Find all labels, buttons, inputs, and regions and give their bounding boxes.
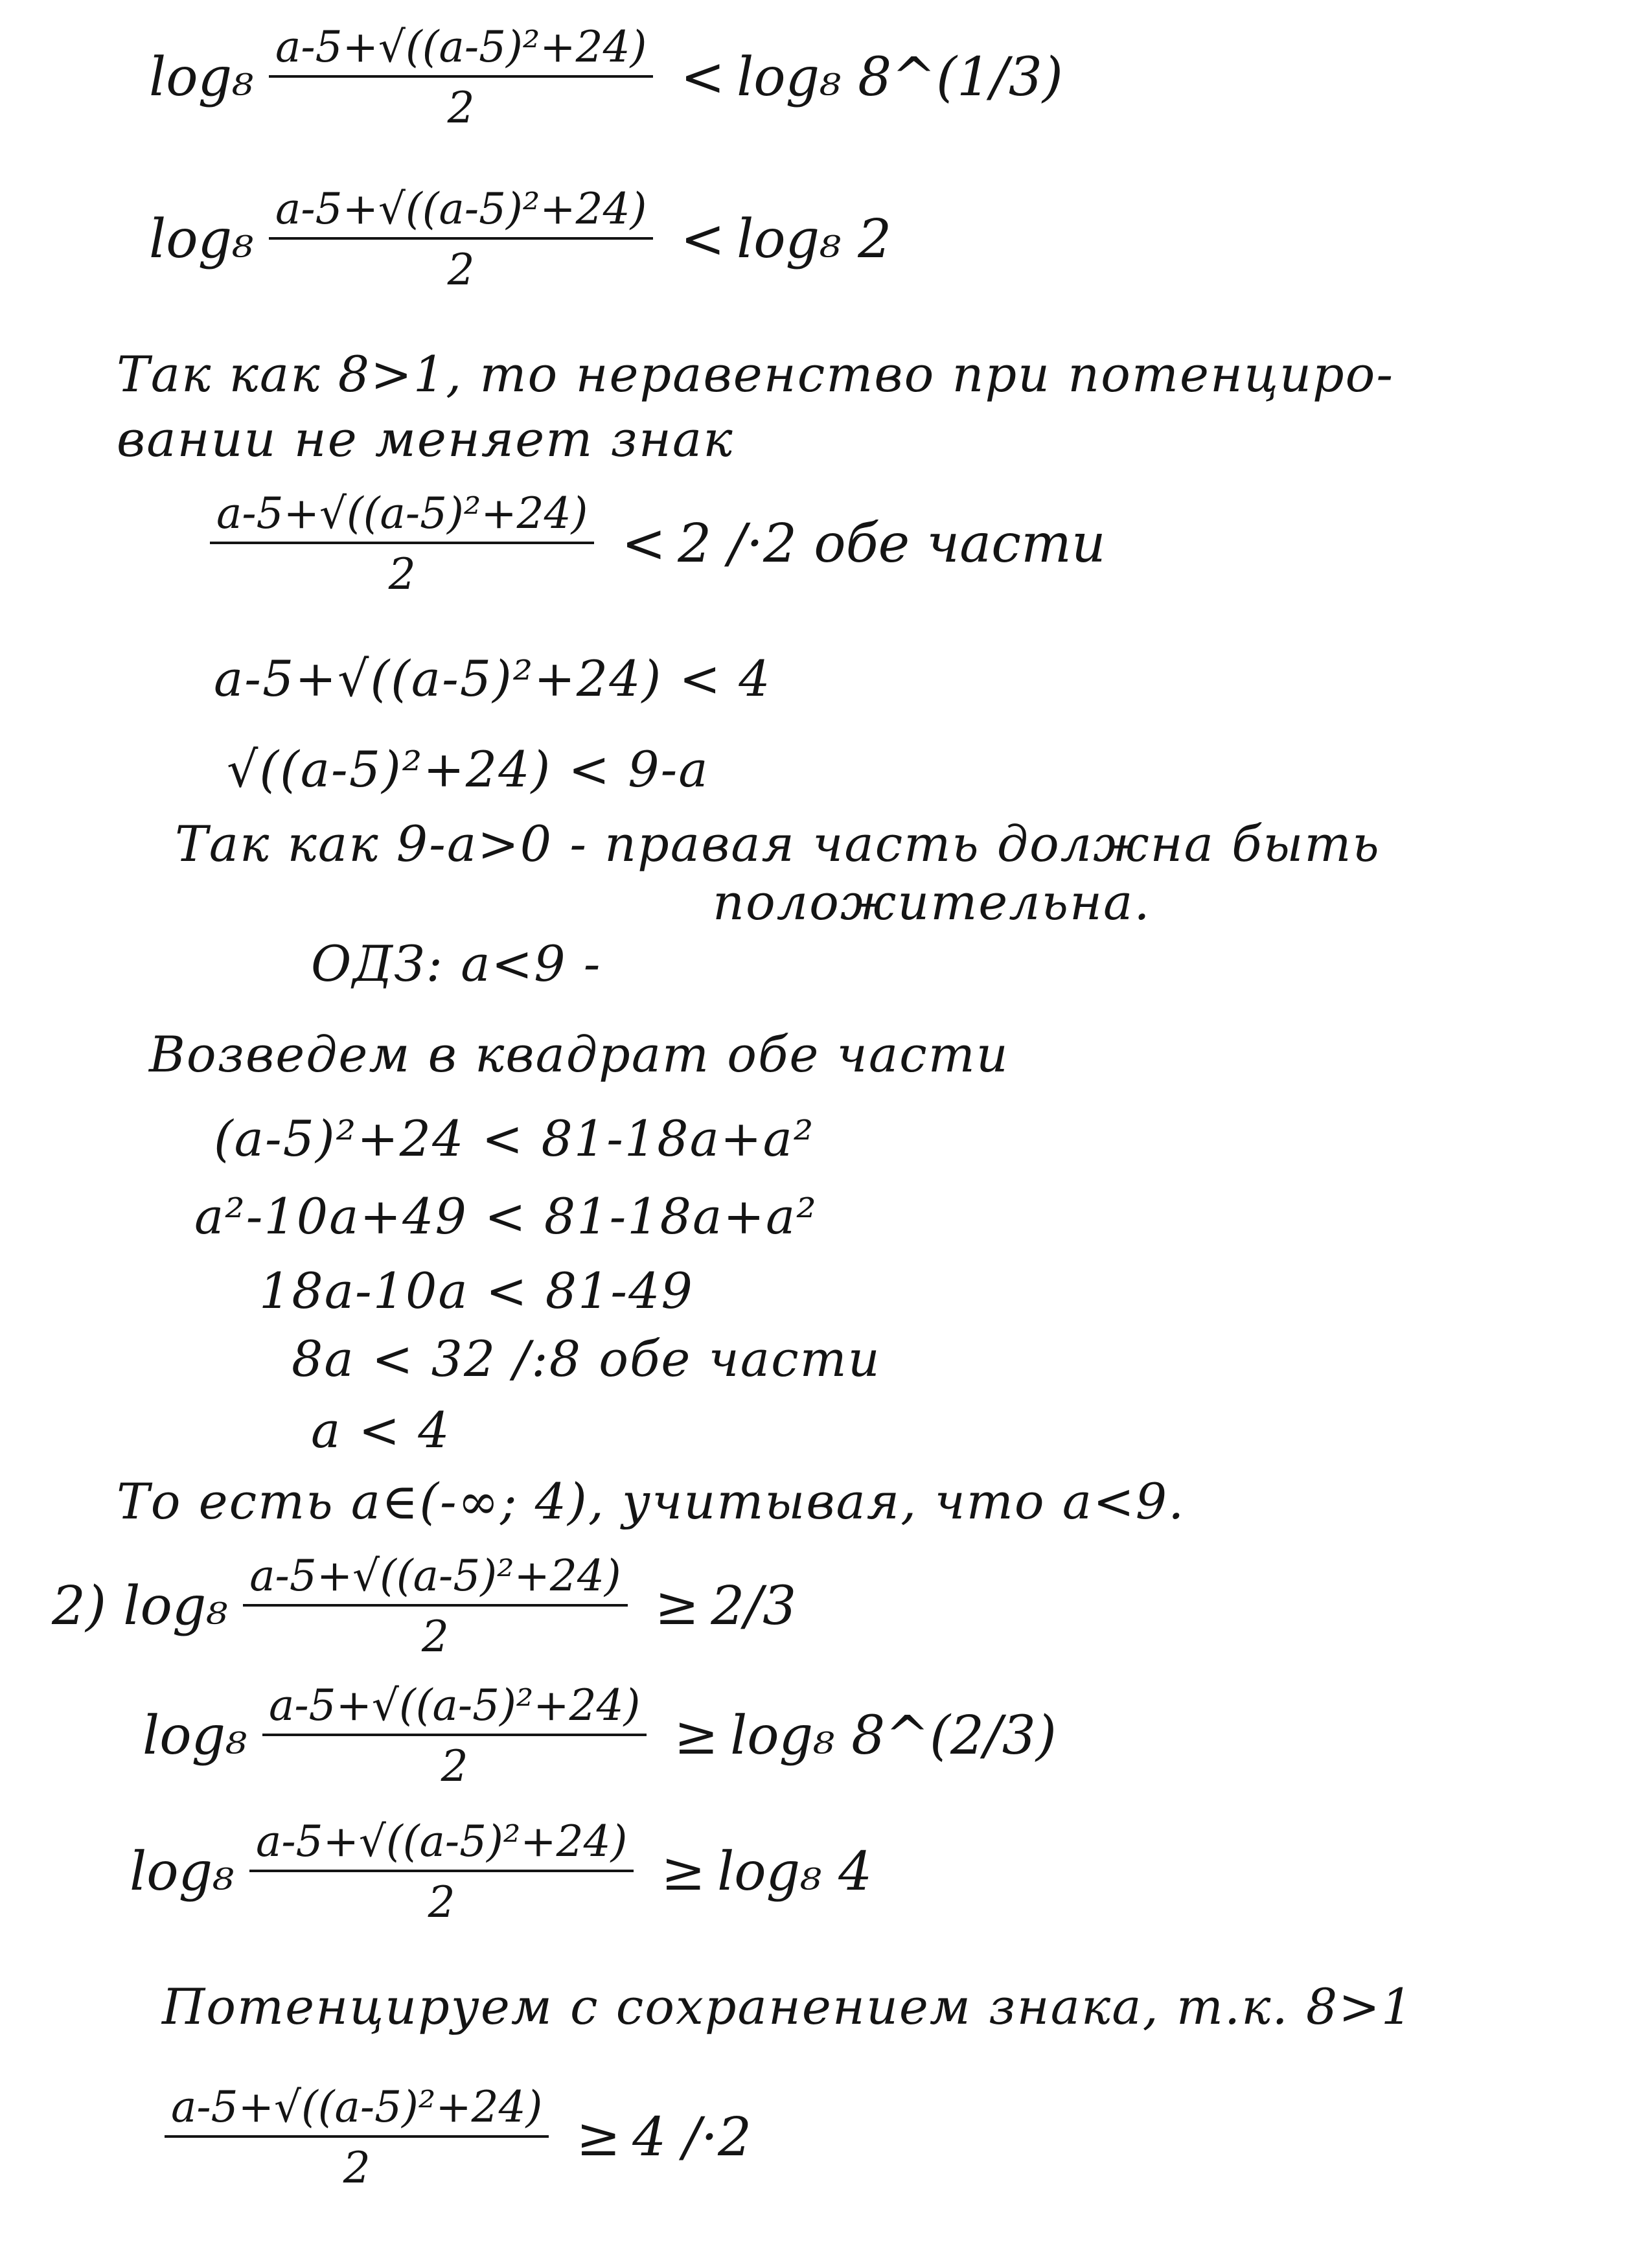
denominator: 2 <box>447 245 475 295</box>
fraction <box>269 22 653 133</box>
numerator: a-5+√((a-5)²+24) <box>249 1551 621 1601</box>
text-line-10: ОДЗ: a<9 - <box>311 935 602 992</box>
denominator: 2 <box>447 83 475 133</box>
operator: ≥ <box>674 1705 719 1767</box>
fraction <box>210 488 594 599</box>
log-base-8: log₈ <box>149 209 253 270</box>
text-line-4: вании не меняет знак <box>117 410 734 468</box>
inequality-line-1 <box>149 22 1063 133</box>
numerator: a-5+√((a-5)²+24) <box>268 1680 641 1730</box>
denominator: 2 <box>421 1612 449 1662</box>
operator: < <box>680 47 726 108</box>
fraction <box>262 1680 647 1791</box>
log-base-8: 2) log₈ <box>52 1575 228 1637</box>
text-line-21: Потенцируем с сохранением знака, т.к. 8>1 <box>162 1978 1414 2035</box>
numerator: a-5+√((a-5)²+24) <box>275 184 647 234</box>
operator: < <box>621 513 667 575</box>
right-hand-side: log₈ 2 <box>737 209 892 270</box>
text-line-12: (a-5)²+24 < 81-18a+a² <box>214 1110 815 1167</box>
inequality-line-2 <box>149 184 892 295</box>
inequality-line-22 <box>149 2082 752 2193</box>
right-hand-side: log₈ 4 <box>717 1841 873 1903</box>
inequality-line-19 <box>143 1680 1057 1791</box>
numerator: a-5+√((a-5)²+24) <box>216 488 588 538</box>
numerator: a-5+√((a-5)²+24) <box>171 2082 543 2132</box>
fraction <box>269 184 653 295</box>
operator: ≥ <box>576 2107 621 2168</box>
text-line-7: √((a-5)²+24) < 9-a <box>227 740 709 798</box>
denominator: 2 <box>428 1877 455 1927</box>
log-base-8: log₈ <box>143 1705 247 1767</box>
operator: ≥ <box>661 1841 706 1903</box>
text-line-14: 18a-10a < 81-49 <box>259 1262 694 1320</box>
numerator: a-5+√((a-5)²+24) <box>255 1816 628 1866</box>
text-line-8: Так как 9-a>0 - правая часть должна быть <box>175 815 1381 873</box>
inequality-line-18 <box>52 1551 797 1662</box>
fraction <box>165 2082 549 2193</box>
log-base-8: log₈ <box>149 47 253 108</box>
denominator: 2 <box>343 2143 371 2193</box>
text-line-3: Так как 8>1, то неравенство при потенциро- <box>117 345 1395 403</box>
right-hand-side: log₈ 8^(1/3) <box>737 47 1063 108</box>
right-hand-side: 4 /·2 <box>632 2107 752 2168</box>
inequality-line-20 <box>130 1816 873 1927</box>
numerator: a-5+√((a-5)²+24) <box>275 22 647 72</box>
log-base-8: log₈ <box>130 1841 234 1903</box>
text-line-11: Возведем в квадрат обе части <box>149 1025 1009 1083</box>
operator: < <box>680 209 726 270</box>
text-line-9: положительна. <box>713 873 1151 931</box>
text-line-13: a²-10a+49 < 81-18a+a² <box>194 1187 818 1245</box>
denominator: 2 <box>441 1741 468 1791</box>
inequality-line-5 <box>194 488 1106 599</box>
text-line-15: 8a < 32 /:8 обе части <box>292 1330 881 1388</box>
right-hand-side: 2 /·2 обе части <box>678 513 1106 575</box>
operator: ≥ <box>654 1575 700 1637</box>
right-hand-side: 2/3 <box>711 1575 797 1637</box>
fraction <box>243 1551 627 1662</box>
text-line-17: То есть a∈(-∞; 4), учитывая, что a<9. <box>117 1472 1186 1530</box>
text-line-16: a < 4 <box>311 1401 451 1459</box>
denominator: 2 <box>388 549 416 599</box>
fraction <box>249 1816 634 1927</box>
right-hand-side: log₈ 8^(2/3) <box>730 1705 1057 1767</box>
text-line-6: a-5+√((a-5)²+24) < 4 <box>214 650 772 707</box>
